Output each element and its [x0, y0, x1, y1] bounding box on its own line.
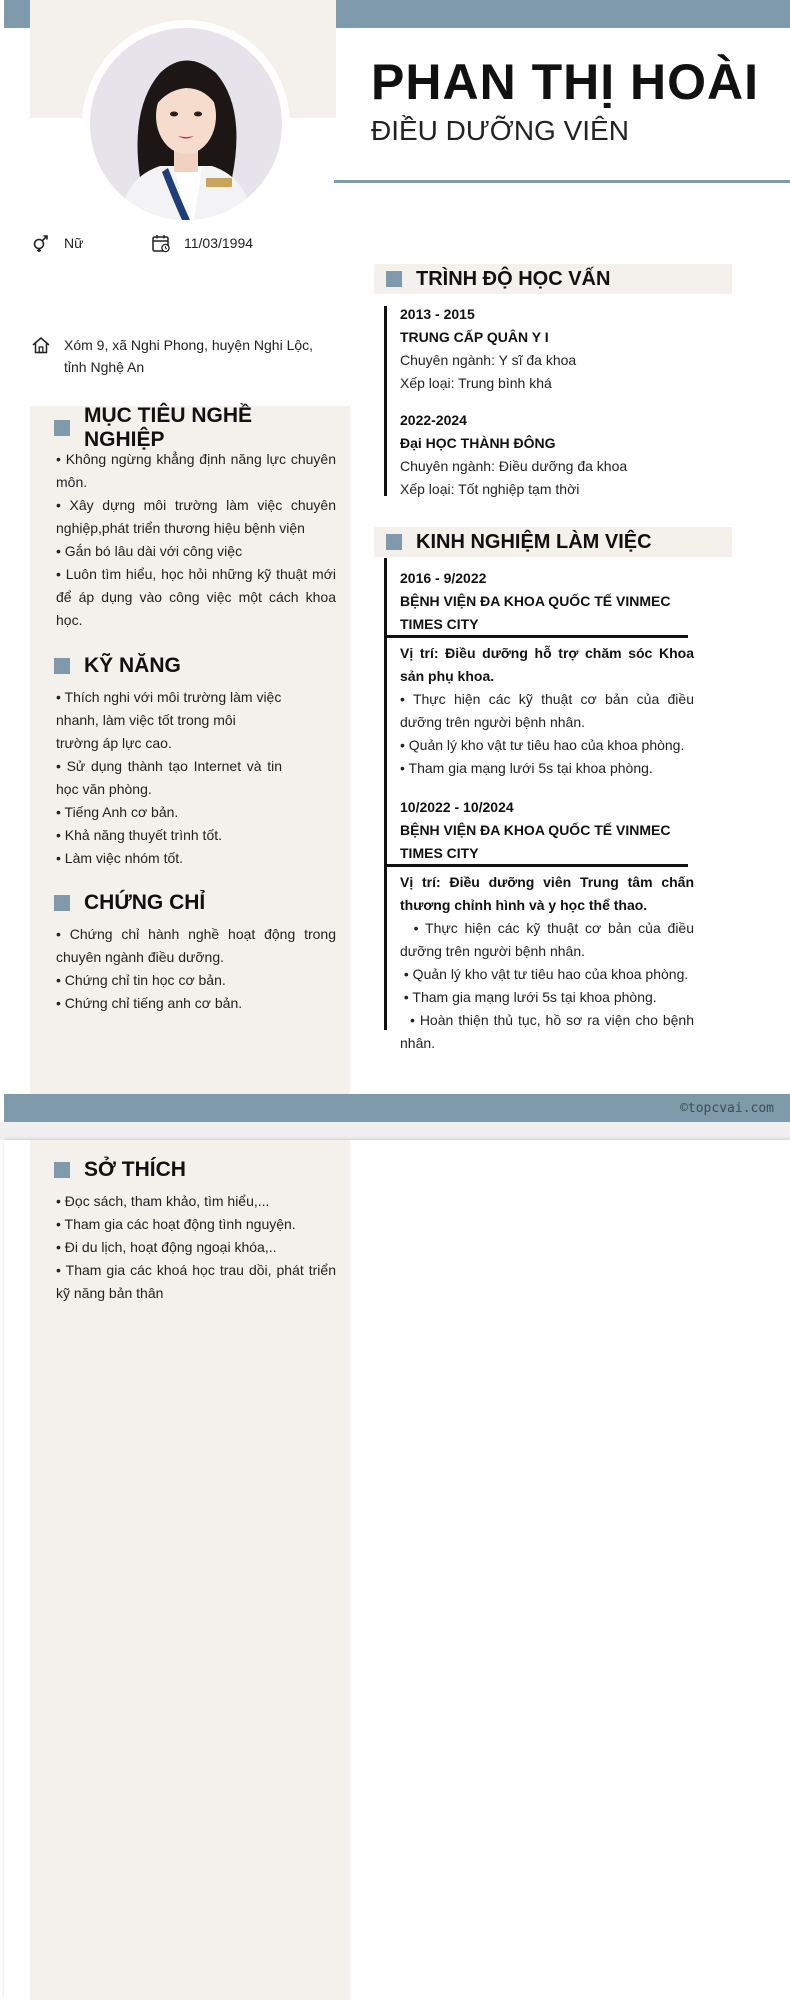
- list-item: • Tham gia mạng lưới 5s tại khoa phòng.: [400, 989, 657, 1005]
- section-square-icon: [386, 271, 402, 287]
- list-item: • Quản lý kho vật tư tiêu hao của khoa phòng.: [400, 737, 685, 753]
- certificates-list: [54, 923, 336, 1015]
- list-item: • Đọc sách, tham khảo, tìm hiểu,...: [56, 1193, 270, 1209]
- hobbies-section: [30, 1156, 350, 1305]
- experience-period: 2016 - 9/2022: [400, 570, 487, 586]
- education-entry: [400, 409, 694, 501]
- list-item: • Thích nghi với môi trường làm việc nhanh, làm việc tốt trong môi trường áp lực cao.: [56, 689, 282, 751]
- list-item: • Thực hiện các kỹ thuật cơ bản của điều dưỡng trên người bệnh nhân.: [400, 920, 698, 959]
- experience-divider: [386, 635, 688, 638]
- candidate-name: PHAN THỊ HOÀI: [371, 54, 759, 110]
- list-item: • Đi du lịch, hoạt động ngoại khóa,..: [56, 1239, 277, 1255]
- name-block: [371, 52, 759, 148]
- list-item: • Tiếng Anh cơ bản.: [56, 804, 179, 820]
- list-item: • Xây dựng môi trường làm việc chuyên nghiệp,phát triển thương hiệu bệnh viện: [56, 497, 336, 536]
- section-square-icon: [54, 895, 70, 911]
- section-square-icon: [54, 420, 70, 436]
- education-grade: Xếp loại: Tốt nghiệp tạm thời: [400, 481, 580, 497]
- section-square-icon: [54, 1162, 70, 1178]
- list-item: • Tham gia các khoá học trau dồi, phát triển kỹ năng bản thân: [56, 1262, 336, 1301]
- experience-divider: [386, 864, 688, 867]
- address-row: [30, 334, 313, 378]
- list-item: • Khả năng thuyết trình tốt.: [56, 827, 223, 843]
- address-line-2: tỉnh Nghệ An: [64, 359, 145, 375]
- experience-entry: [400, 567, 694, 636]
- experience-position: Vị trí: Điều dưỡng hỗ trợ chăm sóc Khoa sản phụ khoa.: [400, 645, 694, 684]
- watermark: ©topcvai.com: [680, 1101, 774, 1116]
- list-item: • Không ngừng khẳng định năng lực chuyên môn.: [56, 451, 336, 490]
- list-item: • Luôn tìm hiểu, học hỏi những kỹ thuật mới để áp dụng vào công việc một cách khoa học.: [56, 566, 336, 628]
- profile-photo: [90, 28, 282, 220]
- list-item: • Sử dụng thành tạo Internet và tin học văn phòng.: [56, 758, 282, 797]
- experience-period: 10/2022 - 10/2024: [400, 799, 514, 815]
- calendar-icon: [150, 232, 172, 254]
- list-item: • Chứng chỉ tiếng anh cơ bản.: [56, 995, 243, 1011]
- certificates-section: [30, 889, 350, 1015]
- education-school: TRUNG CẤP QUÂN Y I: [400, 329, 549, 345]
- address-value: [64, 334, 313, 378]
- education-title: TRÌNH ĐỘ HỌC VẤN: [416, 267, 611, 290]
- career-goal-section: [30, 404, 350, 632]
- skills-list: [54, 686, 336, 870]
- career-goal-title: MỤC TIÊU NGHỀ NGHIỆP: [84, 404, 252, 451]
- experience-title: KINH NGHIỆM LÀM VIỆC: [416, 530, 652, 553]
- bottom-accent-bar: [4, 1094, 790, 1122]
- certificates-title: CHỨNG CHỈ: [84, 891, 206, 914]
- birthday-value: 11/03/1994: [184, 235, 254, 251]
- education-grade: Xếp loại: Trung bình khá: [400, 375, 552, 391]
- experience-header: [374, 527, 732, 557]
- list-item: • Tham gia mạng lưới 5s tại khoa phòng.: [400, 760, 653, 776]
- education-timeline: [384, 306, 387, 496]
- education-major: Chuyên ngành: Điều dưỡng đa khoa: [400, 458, 628, 474]
- cv-page-2: [4, 1140, 790, 2000]
- home-icon: [30, 334, 52, 356]
- list-item: • Làm việc nhóm tốt.: [56, 850, 184, 866]
- experience-details: [400, 642, 694, 780]
- page-gap: [0, 1122, 790, 1140]
- gender-row: [30, 232, 83, 254]
- skills-section: [30, 652, 350, 870]
- hobbies-header: [54, 1156, 336, 1184]
- list-item: • Tham gia các hoạt động tình nguyện.: [56, 1216, 296, 1232]
- portrait-image: [90, 28, 282, 220]
- hobbies-title: SỞ THÍCH: [84, 1158, 186, 1181]
- education-entry: [400, 303, 694, 395]
- list-item: • Chứng chỉ hành nghề hoạt động trong chuyên ngành điều dưỡng.: [56, 926, 336, 965]
- skills-header: [54, 652, 336, 680]
- list-item: • Quản lý kho vật tư tiêu hao của khoa phòng.: [400, 966, 689, 982]
- experience-company: BỆNH VIỆN ĐA KHOA QUỐC TẾ VINMEC TIMES CITY: [400, 593, 671, 632]
- cv-page-1: [4, 0, 790, 1122]
- experience-details: [400, 871, 698, 1055]
- list-item: • Gắn bó lâu dài với công việc: [56, 543, 243, 559]
- list-item: • Thực hiện các kỹ thuật cơ bản của điều dưỡng trên người bệnh nhân.: [400, 691, 694, 730]
- experience-company: BỆNH VIỆN ĐA KHOA QUỐC TẾ VINMEC TIMES CITY: [400, 822, 671, 861]
- education-header: [374, 264, 732, 294]
- gender-value: Nữ: [64, 235, 84, 251]
- education-years: 2013 - 2015: [400, 306, 475, 322]
- address-line-1: Xóm 9, xã Nghi Phong, huyện Nghi Lộc,: [64, 337, 314, 353]
- experience-timeline: [384, 558, 387, 1030]
- education-major: Chuyên ngành: Y sĩ đa khoa: [400, 352, 577, 368]
- job-title: ĐIỀU DƯỠNG VIÊN: [371, 115, 629, 146]
- list-item: • Chứng chỉ tin học cơ bản.: [56, 972, 226, 988]
- skills-title: KỸ NĂNG: [84, 654, 181, 677]
- name-underline: [334, 180, 790, 183]
- experience-position: Vị trí: Điều dưỡng viên Trung tâm chấn thương chỉnh hình và y học thể thao.: [400, 874, 694, 913]
- education-years: 2022-2024: [400, 412, 467, 428]
- list-item: • Hoàn thiện thủ tục, hồ sơ ra viện cho bệnh nhân.: [400, 1012, 698, 1051]
- career-goal-header: [54, 404, 336, 451]
- section-square-icon: [54, 658, 70, 674]
- gender-icon: [30, 232, 52, 254]
- hobbies-list: [54, 1190, 336, 1305]
- education-school: Đại HỌC THÀNH ĐÔNG: [400, 435, 556, 451]
- section-square-icon: [386, 534, 402, 550]
- birthday-row: [150, 232, 253, 254]
- career-goal-list: [54, 448, 336, 632]
- experience-entry: [400, 796, 694, 865]
- certificates-header: [54, 889, 336, 917]
